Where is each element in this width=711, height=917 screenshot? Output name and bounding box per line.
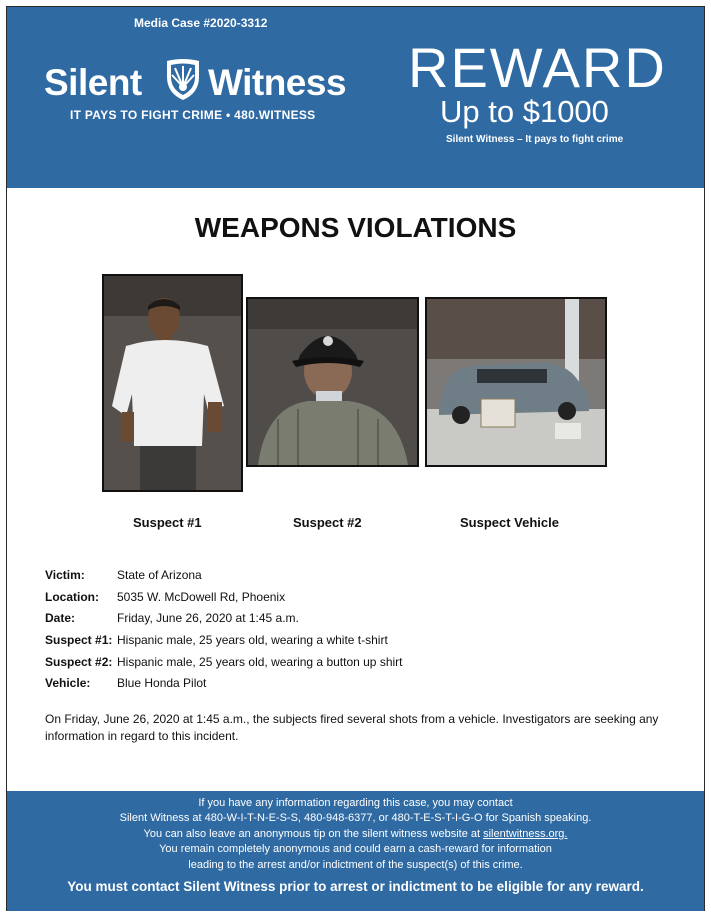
logo-word-silent: Silent [44, 62, 142, 103]
detail-value: Blue Honda Pilot [117, 676, 207, 690]
detail-label: Suspect #2: [45, 655, 113, 669]
reward-subtitle: Silent Witness – It pays to fight crime [446, 134, 624, 145]
detail-value: State of Arizona [117, 568, 202, 582]
detail-value: Hispanic male, 25 years old, wearing a button up shirt [117, 655, 403, 669]
footer-website-text: You can also leave an anonymous tip on the silent witness website at [143, 828, 484, 840]
footer-line-website [7, 828, 704, 840]
detail-value: 5035 W. McDowell Rd, Phoenix [117, 590, 286, 604]
detail-value: Friday, June 26, 2020 at 1:45 a.m. [117, 611, 299, 625]
suspect-2-photo [246, 297, 419, 467]
detail-value: Hispanic male, 25 years old, wearing a white t-shirt [117, 633, 388, 647]
detail-label: Location: [45, 590, 99, 604]
suspect-1-caption: Suspect #1 [133, 515, 202, 530]
tagline: IT PAYS TO FIGHT CRIME • 480.WITNESS [70, 108, 316, 122]
footer-line-anonymous: You remain completely anonymous and could earn a cash-reward for information [159, 843, 552, 855]
website-link[interactable]: silentwitness.org. [483, 828, 568, 840]
footer-line-phones: Silent Witness at 480-W-I-T-N-E-S-S, 480-948-6377, or 480-T-E-S-T-I-G-O for Spanish speaking. [119, 812, 592, 824]
footer-eligibility-notice: You must contact Silent Witness prior to arrest or indictment to be eligible for any reward. [67, 879, 644, 894]
media-case-number: Media Case #2020-3312 [134, 16, 268, 30]
suspect-vehicle-caption: Suspect Vehicle [460, 515, 559, 530]
footer-line-arrest: leading to the arrest and/or indictment of the suspect(s) of this crime. [188, 859, 523, 871]
detail-label: Vehicle: [45, 676, 91, 690]
logo-word-witness: Witness [208, 62, 347, 103]
reward-heading: REWARD [408, 36, 667, 99]
page-title: WEAPONS VIOLATIONS [194, 212, 517, 243]
detail-label: Date: [45, 611, 76, 625]
suspect-1-photo [102, 274, 243, 492]
detail-label: Suspect #1: [45, 633, 113, 647]
sun-shield-icon [164, 57, 202, 101]
case-narrative: On Friday, June 26, 2020 at 1:45 a.m., the subjects fired several shots from a vehicle. Investigators are seeking any information in regard to this incident. [45, 712, 659, 743]
reward-amount: Up to $1000 [440, 94, 609, 129]
suspect-vehicle-photo [425, 297, 607, 467]
suspect-2-caption: Suspect #2 [293, 515, 362, 530]
footer-line-contact: If you have any information regarding this case, you may contact [198, 797, 513, 809]
footer-banner [7, 791, 704, 911]
detail-label: Victim: [45, 568, 85, 582]
